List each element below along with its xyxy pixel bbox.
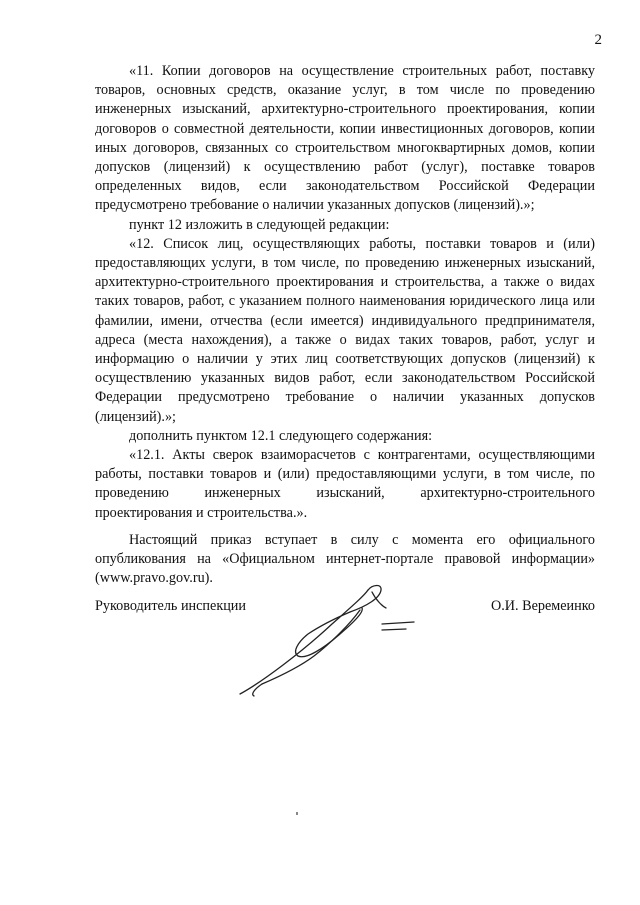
paragraph-item-12: «12. Список лиц, осуществляющих работы, поставки товаров и (или) предоставляющих услуги, в том числе, по проведению инженерных изысканий, архитектурно-строительного проектирования и строительства, а также о видах таких товаров, работ, с указанием полного наименования юридического лица или фамилии, имени, отчества (если имеется) индивидуального предпринимателя, адреса (места нахождения), а также о видах таких товаров, работ, услуг и информацию о наличии у этих лиц соответствующих допусков (лицензий) к осуществлению указанных видов работ, если законодательством Российской Федерации предусмотрено требование о наличии указанных допусков (лицензий).»; — [95, 235, 595, 425]
handwritten-signature — [232, 582, 422, 702]
page-number: 2 — [594, 32, 602, 48]
paragraph-effective-date: Настоящий приказ вступает в силу с момента его официального опубликования на «Официальном интернет-портале правовой информации» (www.pravo.gov.ru). — [95, 531, 595, 587]
paragraph-instruction-12: пункт 12 изложить в следующей редакции: — [129, 216, 390, 233]
paragraph-spacer — [95, 523, 595, 531]
signatory-name: О.И. Веремеинко — [490, 598, 595, 614]
paragraph-item-12-1: «12.1. Акты сверок взаиморасчетов с контрагентами, осуществляющими работы, поставки товаров и (или) предоставляющими услуги, в том числе, по проведению инженерных изысканий, архитектурно-строительного проектирования и строительства.». — [95, 447, 595, 521]
paragraph-instruction-12-1: дополнить пунктом 12.1 следующего содержания: — [129, 427, 433, 444]
scan-artifact — [296, 812, 298, 815]
signatory-title: Руководитель инспекции — [95, 598, 246, 614]
document-body — [95, 62, 595, 588]
paragraph-item-11: «11. Копии договоров на осуществление строительных работ, поставку товаров, основных средств, оказание услуг, в том числе по проведению инженерных изысканий, архитектурно-строительного проектирования, копии договоров о совместной деятельности, копии инвестиционных договоров, копии иных договоров, связанных со строительством многоквартирных домов, копии допусков (лицензий) к осуществлению работ (услуг), поставке товаров определенных видов, если законодательством Российской Федерации предусмотрено требование о наличии указанных допусков (лицензий).»; — [95, 63, 595, 214]
